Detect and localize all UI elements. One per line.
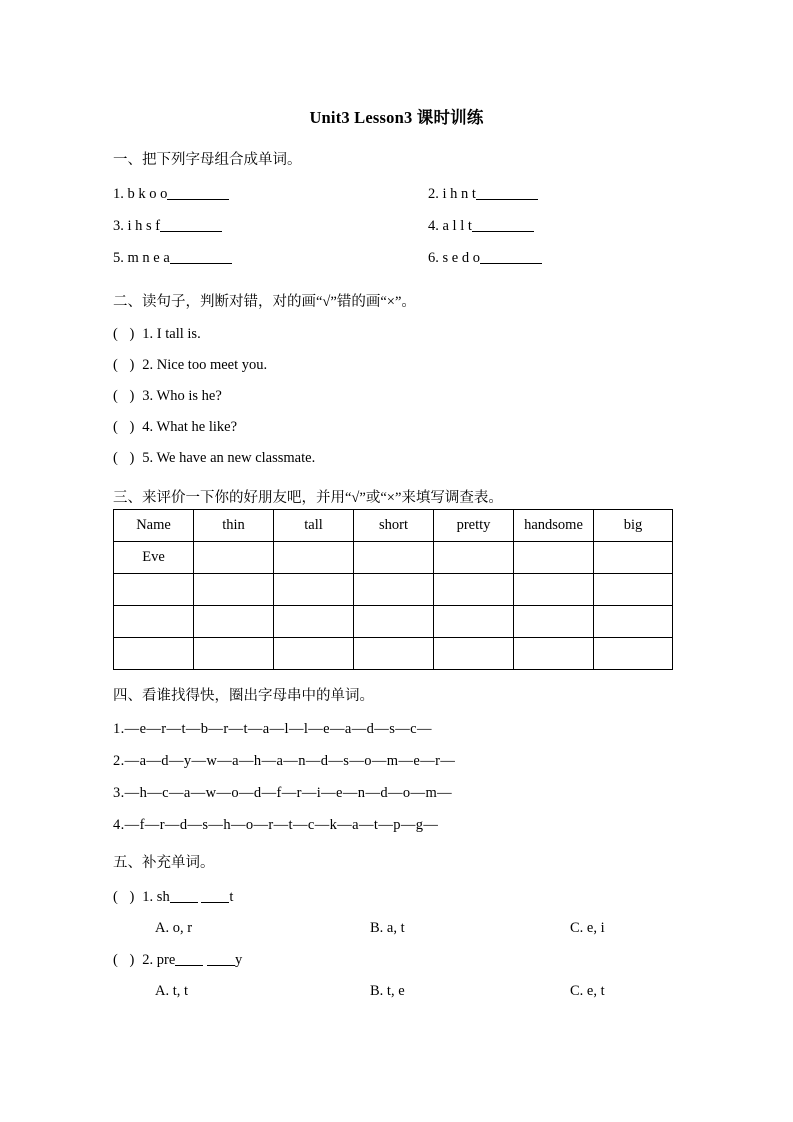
table-cell[interactable] bbox=[274, 606, 354, 638]
table-row bbox=[114, 638, 673, 670]
table-cell[interactable] bbox=[434, 542, 514, 574]
table-row bbox=[114, 542, 673, 574]
page-title: Unit3 Lesson3 课时训练 bbox=[309, 108, 484, 127]
table-cell[interactable] bbox=[354, 638, 434, 670]
scramble-item-3 bbox=[113, 218, 222, 235]
table-header-thin: thin bbox=[194, 510, 274, 542]
scramble-3-num: 3. bbox=[113, 218, 124, 234]
table-cell[interactable] bbox=[194, 638, 274, 670]
scramble-4-blank[interactable] bbox=[472, 218, 534, 232]
scramble-1-blank[interactable] bbox=[167, 186, 229, 200]
scramble-item-2 bbox=[428, 186, 538, 203]
mc-1-num: 1. bbox=[142, 889, 154, 905]
mc-1-blank-first[interactable] bbox=[170, 889, 198, 903]
scramble-6-blank[interactable] bbox=[480, 250, 542, 264]
scramble-5-num: 5. bbox=[113, 250, 124, 266]
table-header-name: Name bbox=[114, 510, 194, 542]
mc-question-2 bbox=[113, 952, 242, 969]
scramble-item-1 bbox=[113, 186, 229, 203]
truefalse-2-text: 2. Nice too meet you. bbox=[142, 357, 268, 373]
truefalse-4-text: 4. What he like? bbox=[142, 419, 238, 435]
table-header-handsome: handsome bbox=[514, 510, 594, 542]
section-1-heading: 一、把下列字母组合成单词。 bbox=[113, 152, 302, 168]
table-cell[interactable] bbox=[434, 574, 514, 606]
table-cell[interactable] bbox=[514, 638, 594, 670]
table-cell[interactable] bbox=[114, 574, 194, 606]
table-cell[interactable] bbox=[514, 574, 594, 606]
table-cell[interactable] bbox=[194, 574, 274, 606]
scramble-1-letters: b k o o bbox=[127, 186, 168, 202]
mc-1-blank-second[interactable] bbox=[201, 889, 229, 903]
table-cell[interactable] bbox=[514, 606, 594, 638]
table-cell[interactable] bbox=[114, 606, 194, 638]
scramble-1-num: 1. bbox=[113, 186, 124, 202]
survey-table bbox=[113, 509, 673, 670]
mc-2-stem-before: pre bbox=[156, 952, 176, 968]
truefalse-3-checkbox[interactable]: ( ) bbox=[113, 388, 139, 404]
section-3-heading: 三、来评价一下你的好朋友吧，并用“√”或“×”来填写调查表。 bbox=[113, 490, 503, 506]
truefalse-5-checkbox[interactable]: ( ) bbox=[113, 450, 139, 466]
scramble-4-num: 4. bbox=[428, 218, 439, 234]
truefalse-row-1 bbox=[113, 326, 201, 343]
table-cell[interactable] bbox=[274, 542, 354, 574]
table-cell[interactable] bbox=[354, 574, 434, 606]
letter-string-4[interactable]: 4.—f—r—d—s—h—o—r—t—c—k—a—t—p—g— bbox=[113, 817, 439, 833]
section-4-heading: 四、看谁找得快，圈出字母串中的单词。 bbox=[113, 688, 374, 704]
scramble-item-5 bbox=[113, 250, 232, 267]
mc-2-option-a[interactable]: A. t, t bbox=[155, 983, 189, 999]
scramble-6-letters: s e d o bbox=[442, 250, 480, 266]
truefalse-row-3 bbox=[113, 388, 222, 405]
mc-2-stem-after: y bbox=[234, 952, 243, 968]
table-cell[interactable] bbox=[594, 542, 673, 574]
table-cell[interactable] bbox=[594, 638, 673, 670]
table-cell[interactable]: Eve bbox=[114, 542, 194, 574]
scramble-5-blank[interactable] bbox=[170, 250, 232, 264]
table-header-pretty: pretty bbox=[434, 510, 514, 542]
mc-1-option-a[interactable]: A. o, r bbox=[155, 920, 193, 936]
mc-1-checkbox[interactable]: ( ) bbox=[113, 889, 139, 905]
truefalse-row-4 bbox=[113, 419, 237, 436]
mc-1-option-c[interactable]: C. e, i bbox=[570, 920, 605, 936]
scramble-2-blank[interactable] bbox=[476, 186, 538, 200]
scramble-3-letters: i h s f bbox=[127, 218, 161, 234]
truefalse-3-text: 3. Who is he? bbox=[142, 388, 222, 404]
letter-string-1[interactable]: 1.—e—r—t—b—r—t—a—l—l—e—a—d—s—c— bbox=[113, 721, 432, 737]
table-cell[interactable] bbox=[594, 606, 673, 638]
table-cell[interactable] bbox=[514, 542, 594, 574]
scramble-6-num: 6. bbox=[428, 250, 439, 266]
mc-2-blank-second[interactable] bbox=[207, 952, 235, 966]
scramble-2-num: 2. bbox=[428, 186, 439, 202]
mc-2-option-c[interactable]: C. e, t bbox=[570, 983, 605, 999]
scramble-item-4 bbox=[428, 218, 534, 235]
scramble-2-letters: i h n t bbox=[442, 186, 476, 202]
mc-1-stem-before: sh bbox=[156, 889, 170, 905]
truefalse-4-checkbox[interactable]: ( ) bbox=[113, 419, 139, 435]
mc-1-stem-after: t bbox=[229, 889, 234, 905]
mc-question-1 bbox=[113, 889, 233, 906]
table-cell[interactable] bbox=[434, 606, 514, 638]
table-cell[interactable] bbox=[274, 574, 354, 606]
section-2-heading: 二、读句子，判断对错，对的画“√”错的画“×”。 bbox=[113, 294, 416, 310]
truefalse-1-checkbox[interactable]: ( ) bbox=[113, 326, 139, 342]
scramble-4-letters: a l l t bbox=[442, 218, 472, 234]
mc-2-checkbox[interactable]: ( ) bbox=[113, 952, 139, 968]
truefalse-2-checkbox[interactable]: ( ) bbox=[113, 357, 139, 373]
table-cell[interactable] bbox=[354, 542, 434, 574]
letter-string-2[interactable]: 2.—a—d—y—w—a—h—a—n—d—s—o—m—e—r— bbox=[113, 753, 456, 769]
scramble-5-letters: m n e a bbox=[127, 250, 170, 266]
table-cell[interactable] bbox=[194, 606, 274, 638]
table-cell[interactable] bbox=[114, 638, 194, 670]
truefalse-1-text: 1. I tall is. bbox=[142, 326, 201, 342]
table-cell[interactable] bbox=[354, 606, 434, 638]
table-cell[interactable] bbox=[274, 638, 354, 670]
table-header-short: short bbox=[354, 510, 434, 542]
table-cell[interactable] bbox=[594, 574, 673, 606]
table-header-tall: tall bbox=[274, 510, 354, 542]
truefalse-5-text: 5. We have an new classmate. bbox=[142, 450, 316, 466]
table-row bbox=[114, 574, 673, 606]
mc-2-num: 2. bbox=[142, 952, 154, 968]
truefalse-row-2 bbox=[113, 357, 267, 374]
mc-1-option-b[interactable]: B. a, t bbox=[370, 920, 405, 936]
letter-string-3[interactable]: 3.—h—c—a—w—o—d—f—r—i—e—n—d—o—m— bbox=[113, 785, 453, 801]
scramble-3-blank[interactable] bbox=[160, 218, 222, 232]
truefalse-row-5 bbox=[113, 450, 315, 467]
scramble-item-6 bbox=[428, 250, 542, 267]
mc-2-blank-first[interactable] bbox=[175, 952, 203, 966]
table-cell[interactable] bbox=[194, 542, 274, 574]
table-header-row bbox=[114, 510, 673, 542]
table-cell[interactable] bbox=[434, 638, 514, 670]
mc-2-option-b[interactable]: B. t, e bbox=[370, 983, 405, 999]
table-row bbox=[114, 606, 673, 638]
table-header-big: big bbox=[594, 510, 673, 542]
section-5-heading: 五、补充单词。 bbox=[113, 855, 215, 871]
